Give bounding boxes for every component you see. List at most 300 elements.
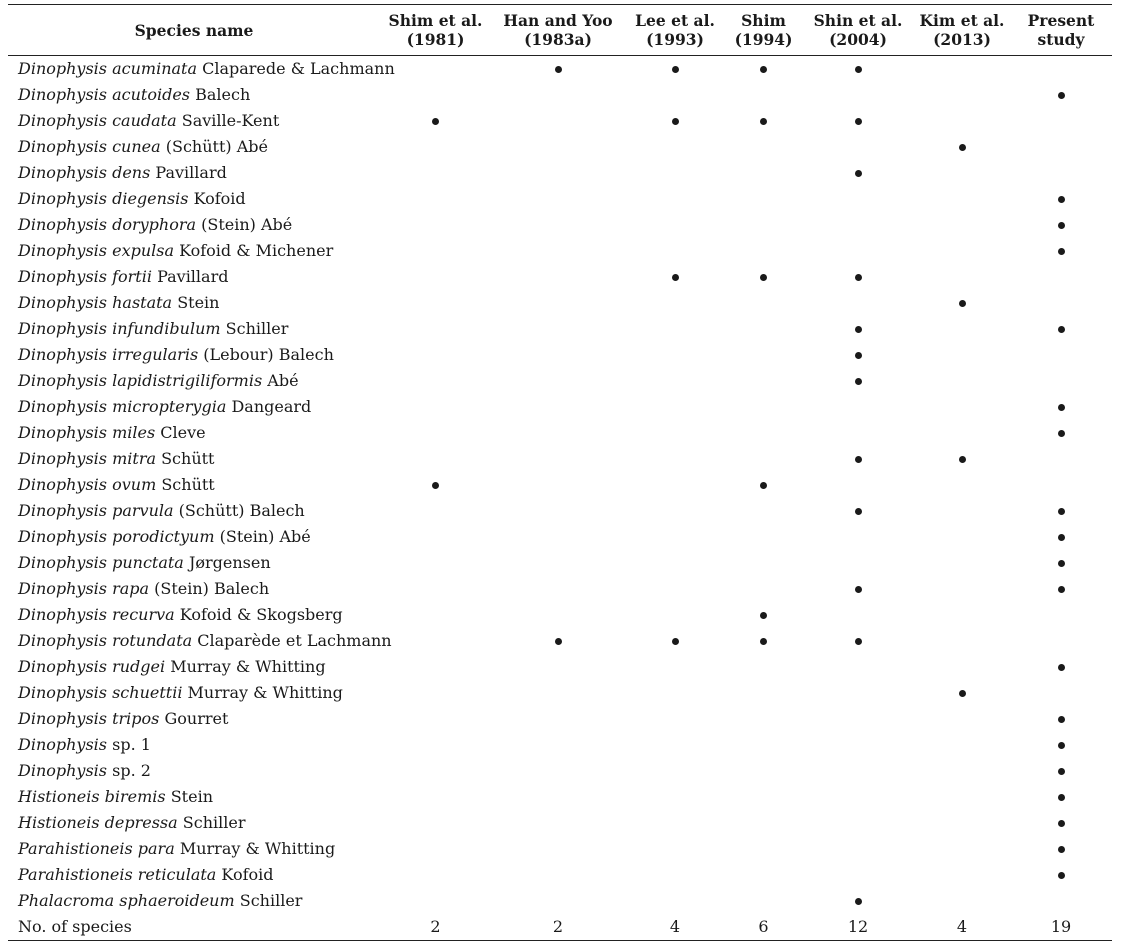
presence-cell: [491, 836, 625, 862]
presence-cell: [380, 316, 491, 342]
presence-cell: [1010, 550, 1112, 576]
table-row: [8, 550, 1112, 576]
presence-cell: [491, 420, 625, 446]
binomial-name: Dinophysis micropterygia: [18, 397, 227, 416]
table-row: [8, 108, 1112, 134]
presence-cell: [914, 316, 1010, 342]
presence-cell: [802, 628, 914, 654]
binomial-name: Dinophysis hastata: [18, 293, 173, 312]
species-authority: Murray & Whitting: [187, 683, 343, 702]
presence-cell: [491, 862, 625, 888]
presence-cell: [625, 134, 725, 160]
presence-cell: [725, 862, 802, 888]
presence-dot-icon: [855, 326, 862, 333]
species-name-cell: [8, 732, 380, 758]
species-count-cell: 19: [1010, 914, 1112, 941]
header-line-1: Kim et al.: [919, 11, 1005, 30]
table-header: [8, 5, 1112, 56]
presence-cell: [625, 238, 725, 264]
presence-cell: [725, 680, 802, 706]
presence-cell: [802, 862, 914, 888]
presence-dot-icon: [855, 378, 862, 385]
species-authority: Kofoid & Skogsberg: [179, 605, 343, 624]
presence-cell: [1010, 862, 1112, 888]
presence-dot-icon: [855, 66, 862, 73]
presence-cell: [802, 732, 914, 758]
header-row: [8, 5, 1112, 56]
table-row: [8, 82, 1112, 108]
presence-cell: [725, 108, 802, 134]
presence-cell: [625, 56, 725, 83]
species-authority: sp. 2: [112, 761, 151, 780]
header-line-2: (1983a): [524, 30, 592, 49]
presence-cell: [625, 446, 725, 472]
presence-cell: [1010, 238, 1112, 264]
presence-cell: [725, 654, 802, 680]
presence-cell: [914, 82, 1010, 108]
presence-cell: [802, 342, 914, 368]
presence-cell: [380, 810, 491, 836]
presence-cell: [1010, 212, 1112, 238]
species-name-cell: [8, 56, 395, 83]
presence-dot-icon: [760, 612, 767, 619]
presence-cell: [625, 550, 725, 576]
presence-cell: [914, 108, 1010, 134]
header-line-1: Han and Yoo: [503, 11, 613, 30]
presence-dot-icon: [855, 508, 862, 515]
presence-cell: [380, 368, 491, 394]
binomial-name: Histioneis biremis: [18, 787, 166, 806]
species-authority: Balech: [195, 85, 251, 104]
species-name-cell: [8, 810, 380, 836]
species-authority: Pavillard: [155, 163, 227, 182]
presence-cell: [802, 498, 914, 524]
binomial-name: Dinophysis doryphora: [18, 215, 197, 234]
presence-cell: [625, 680, 725, 706]
presence-cell: [1010, 342, 1112, 368]
presence-cell: [625, 602, 725, 628]
presence-dot-icon: [1058, 820, 1065, 827]
presence-cell: [914, 446, 1010, 472]
presence-cell: [725, 446, 802, 472]
presence-cell: [914, 628, 1010, 654]
header-line-1: Shin et al.: [813, 11, 903, 30]
presence-dot-icon: [1058, 430, 1065, 437]
binomial-name: Dinophysis rapa: [18, 579, 150, 598]
species-authority: Schütt: [161, 449, 215, 468]
presence-cell: [1010, 186, 1112, 212]
presence-cell: [491, 602, 625, 628]
presence-cell: [625, 472, 725, 498]
species-name-cell: [8, 836, 380, 862]
presence-cell: [380, 524, 491, 550]
presence-cell: [491, 56, 625, 83]
table-row: [8, 394, 1112, 420]
presence-dot-icon: [432, 118, 439, 125]
presence-cell: [725, 56, 802, 83]
presence-dot-icon: [760, 638, 767, 645]
presence-cell: [380, 628, 491, 654]
presence-cell: [914, 524, 1010, 550]
presence-cell: [491, 368, 625, 394]
presence-cell: [1010, 810, 1112, 836]
total-label: No. of species: [8, 914, 380, 941]
species-name-cell: [8, 420, 380, 446]
presence-cell: [802, 602, 914, 628]
presence-dot-icon: [959, 144, 966, 151]
presence-dot-icon: [1058, 534, 1065, 541]
presence-cell: [914, 654, 1010, 680]
presence-cell: [914, 862, 1010, 888]
species-authority: Schiller: [225, 319, 289, 338]
presence-cell: [802, 446, 914, 472]
presence-cell: [1010, 706, 1112, 732]
presence-cell: [914, 420, 1010, 446]
presence-cell: [380, 550, 491, 576]
presence-cell: [625, 82, 725, 108]
species-name-cell: [8, 576, 380, 602]
presence-cell: [725, 836, 802, 862]
header-lee-1993: [625, 5, 725, 56]
species-name-cell: [8, 498, 380, 524]
species-name-cell: [8, 654, 380, 680]
presence-cell: [380, 706, 491, 732]
header-line-2: (1994): [734, 30, 793, 49]
table-row: [8, 56, 1112, 83]
species-name-cell: [8, 342, 380, 368]
table-row: [8, 810, 1112, 836]
presence-cell: [491, 888, 625, 914]
species-authority: (Schütt) Balech: [178, 501, 305, 520]
presence-cell: [491, 134, 625, 160]
presence-dot-icon: [1058, 794, 1065, 801]
presence-cell: [802, 160, 914, 186]
table-row: [8, 602, 1112, 628]
presence-cell: [491, 758, 625, 784]
species-name-cell: [8, 160, 380, 186]
total-row: [8, 914, 1112, 941]
species-name-cell: [8, 550, 380, 576]
presence-cell: [802, 134, 914, 160]
presence-dot-icon: [959, 690, 966, 697]
header-han-yoo-1983a: [491, 5, 625, 56]
header-line-1: Present: [1027, 11, 1095, 30]
binomial-name: Dinophysis infundibulum: [18, 319, 221, 338]
presence-cell: [802, 888, 914, 914]
presence-cell: [914, 394, 1010, 420]
presence-cell: [725, 368, 802, 394]
presence-cell: [914, 576, 1010, 602]
binomial-name: Dinophysis fortii: [18, 267, 152, 286]
species-count-cell: 2: [491, 914, 625, 941]
species-count-cell: 6: [725, 914, 802, 941]
table-row: [8, 420, 1112, 446]
presence-cell: [625, 160, 725, 186]
binomial-name: Dinophysis diegensis: [18, 189, 189, 208]
table-row: [8, 888, 1112, 914]
species-authority: Jørgensen: [188, 553, 271, 572]
presence-cell: [914, 342, 1010, 368]
presence-cell: [625, 420, 725, 446]
presence-cell: [725, 550, 802, 576]
species-name-cell: [8, 394, 380, 420]
presence-cell: [802, 290, 914, 316]
presence-cell: [914, 680, 1010, 706]
species-authority: Pavillard: [157, 267, 229, 286]
presence-cell: [380, 836, 491, 862]
header-line-1: Lee et al.: [635, 11, 715, 30]
presence-cell: [625, 862, 725, 888]
presence-dot-icon: [855, 274, 862, 281]
species-authority: (Lebour) Balech: [203, 345, 334, 364]
binomial-name: Dinophysis: [18, 761, 108, 780]
species-authority: Schiller: [182, 813, 246, 832]
presence-cell: [802, 108, 914, 134]
presence-cell: [914, 290, 1010, 316]
header-shin-2004: [802, 5, 914, 56]
presence-cell: [725, 576, 802, 602]
presence-cell: [1010, 888, 1112, 914]
binomial-name: Dinophysis mitra: [18, 449, 156, 468]
presence-cell: [1010, 524, 1112, 550]
presence-cell: [1010, 446, 1112, 472]
presence-cell: [491, 316, 625, 342]
species-authority: Kofoid & Michener: [179, 241, 334, 260]
table-body: [8, 56, 1112, 941]
presence-cell: [380, 342, 491, 368]
presence-dot-icon: [1058, 872, 1065, 879]
presence-cell: [725, 524, 802, 550]
presence-cell: [380, 238, 491, 264]
presence-cell: [625, 368, 725, 394]
presence-cell: [725, 82, 802, 108]
presence-cell: [491, 732, 625, 758]
header-line-1: Species name: [134, 20, 254, 40]
presence-cell: [380, 420, 491, 446]
presence-cell: [725, 186, 802, 212]
header-shim-1994: [725, 5, 802, 56]
table-row: [8, 836, 1112, 862]
presence-cell: [1010, 654, 1112, 680]
species-name-cell: [8, 706, 380, 732]
table-row: [8, 212, 1112, 238]
presence-cell: [802, 758, 914, 784]
presence-cell: [1010, 108, 1112, 134]
presence-cell: [491, 342, 625, 368]
presence-cell: [725, 758, 802, 784]
species-name-cell: [8, 186, 380, 212]
presence-cell: [802, 550, 914, 576]
presence-cell: [380, 654, 491, 680]
presence-cell: [802, 186, 914, 212]
presence-cell: [802, 238, 914, 264]
presence-cell: [1010, 420, 1112, 446]
presence-dot-icon: [432, 482, 439, 489]
presence-cell: [914, 498, 1010, 524]
species-authority: Claparede & Lachmann: [202, 59, 395, 78]
presence-cell: [491, 446, 625, 472]
table-row: [8, 628, 1112, 654]
table-row: [8, 368, 1112, 394]
presence-cell: [725, 394, 802, 420]
presence-dot-icon: [1058, 196, 1065, 203]
presence-cell: [725, 212, 802, 238]
presence-cell: [1010, 290, 1112, 316]
species-name-cell: [8, 862, 380, 888]
table-row: [8, 290, 1112, 316]
species-name-cell: [8, 472, 380, 498]
presence-cell: [491, 524, 625, 550]
species-authority: Stein: [177, 293, 220, 312]
species-authority: (Stein) Balech: [154, 579, 270, 598]
presence-cell: [625, 628, 725, 654]
presence-cell: [1010, 758, 1112, 784]
presence-cell: [1010, 82, 1112, 108]
species-authority: (Schütt) Abé: [165, 137, 268, 156]
presence-cell: [491, 576, 625, 602]
table-row: [8, 784, 1112, 810]
binomial-name: Histioneis depressa: [18, 813, 178, 832]
species-authority: Murray & Whitting: [179, 839, 336, 858]
table-row: [8, 680, 1112, 706]
presence-cell: [914, 888, 1010, 914]
presence-cell: [725, 810, 802, 836]
presence-cell: [1010, 160, 1112, 186]
binomial-name: Dinophysis tripos: [18, 709, 160, 728]
binomial-name: Dinophysis rotundata: [18, 631, 193, 650]
presence-cell: [914, 186, 1010, 212]
species-occurrence-table: [8, 4, 1112, 941]
presence-cell: [802, 394, 914, 420]
presence-cell: [914, 550, 1010, 576]
presence-cell: [380, 134, 491, 160]
species-name-cell: [8, 238, 380, 264]
presence-dot-icon: [959, 456, 966, 463]
presence-cell: [625, 316, 725, 342]
binomial-name: Parahistioneis reticulata: [18, 865, 217, 884]
header-line-2: (2013): [933, 30, 991, 49]
presence-cell: [802, 264, 914, 290]
table-row: [8, 316, 1112, 342]
presence-dot-icon: [855, 352, 862, 359]
presence-cell: [1010, 628, 1112, 654]
presence-cell: [625, 836, 725, 862]
header-kim-2013: [914, 5, 1010, 56]
presence-dot-icon: [672, 66, 679, 73]
presence-cell: [491, 810, 625, 836]
presence-cell: [380, 498, 491, 524]
presence-cell: [914, 264, 1010, 290]
species-authority: Kofoid: [221, 865, 274, 884]
presence-cell: [625, 810, 725, 836]
presence-cell: [1010, 134, 1112, 160]
presence-dot-icon: [855, 586, 862, 593]
species-authority: Schiller: [239, 891, 303, 910]
species-name-cell: [8, 758, 380, 784]
presence-cell: [380, 108, 491, 134]
presence-cell: [725, 732, 802, 758]
presence-cell: [914, 758, 1010, 784]
binomial-name: Dinophysis expulsa: [18, 241, 174, 260]
species-name-cell: [8, 524, 380, 550]
species-name-cell: [8, 680, 380, 706]
presence-cell: [625, 290, 725, 316]
presence-cell: [802, 836, 914, 862]
species-authority: Gourret: [164, 709, 229, 728]
table-row: [8, 706, 1112, 732]
table-row: [8, 576, 1112, 602]
binomial-name: Dinophysis lapidistrigiliformis: [18, 371, 263, 390]
presence-cell: [802, 784, 914, 810]
presence-cell: [625, 342, 725, 368]
table-row: [8, 342, 1112, 368]
presence-cell: [914, 836, 1010, 862]
table-row: [8, 134, 1112, 160]
species-authority: sp. 1: [112, 735, 151, 754]
presence-cell: [625, 394, 725, 420]
presence-cell: [725, 784, 802, 810]
presence-dot-icon: [672, 274, 679, 281]
binomial-name: Dinophysis miles: [18, 423, 156, 442]
header-line-2: study: [1037, 30, 1085, 49]
presence-dot-icon: [555, 638, 562, 645]
presence-cell: [1010, 680, 1112, 706]
presence-cell: [802, 472, 914, 498]
presence-cell: [914, 212, 1010, 238]
species-authority: Stein: [170, 787, 213, 806]
binomial-name: Dinophysis schuettii: [18, 683, 183, 702]
presence-cell: [725, 238, 802, 264]
species-name-cell: [8, 212, 380, 238]
presence-dot-icon: [855, 638, 862, 645]
table-row: [8, 732, 1112, 758]
presence-cell: [380, 784, 491, 810]
binomial-name: Dinophysis recurva: [18, 605, 175, 624]
header-line-2: (1993): [646, 30, 704, 49]
table-row: [8, 498, 1112, 524]
presence-dot-icon: [1058, 846, 1065, 853]
presence-cell: [491, 680, 625, 706]
presence-cell: [491, 238, 625, 264]
presence-cell: [491, 654, 625, 680]
presence-cell: [802, 368, 914, 394]
presence-cell: [380, 888, 491, 914]
presence-cell: [1010, 56, 1112, 83]
presence-cell: [380, 576, 491, 602]
presence-cell: [802, 810, 914, 836]
presence-dot-icon: [1058, 716, 1065, 723]
presence-cell: [625, 264, 725, 290]
species-authority: Claparède et Lachmann: [197, 631, 392, 650]
species-name-cell: [8, 888, 380, 914]
species-name-cell: [8, 784, 380, 810]
presence-cell: [914, 472, 1010, 498]
binomial-name: Dinophysis rudgei: [18, 657, 166, 676]
presence-cell: [1010, 784, 1112, 810]
species-count-cell: 4: [625, 914, 725, 941]
presence-dot-icon: [1058, 560, 1065, 567]
species-name-cell: [8, 602, 380, 628]
header-species-name: [8, 5, 380, 56]
presence-cell: [380, 160, 491, 186]
presence-cell: [914, 784, 1010, 810]
table-row: [8, 446, 1112, 472]
presence-dot-icon: [1058, 664, 1065, 671]
presence-cell: [625, 108, 725, 134]
presence-cell: [625, 524, 725, 550]
presence-cell: [380, 758, 491, 784]
presence-cell: [802, 82, 914, 108]
